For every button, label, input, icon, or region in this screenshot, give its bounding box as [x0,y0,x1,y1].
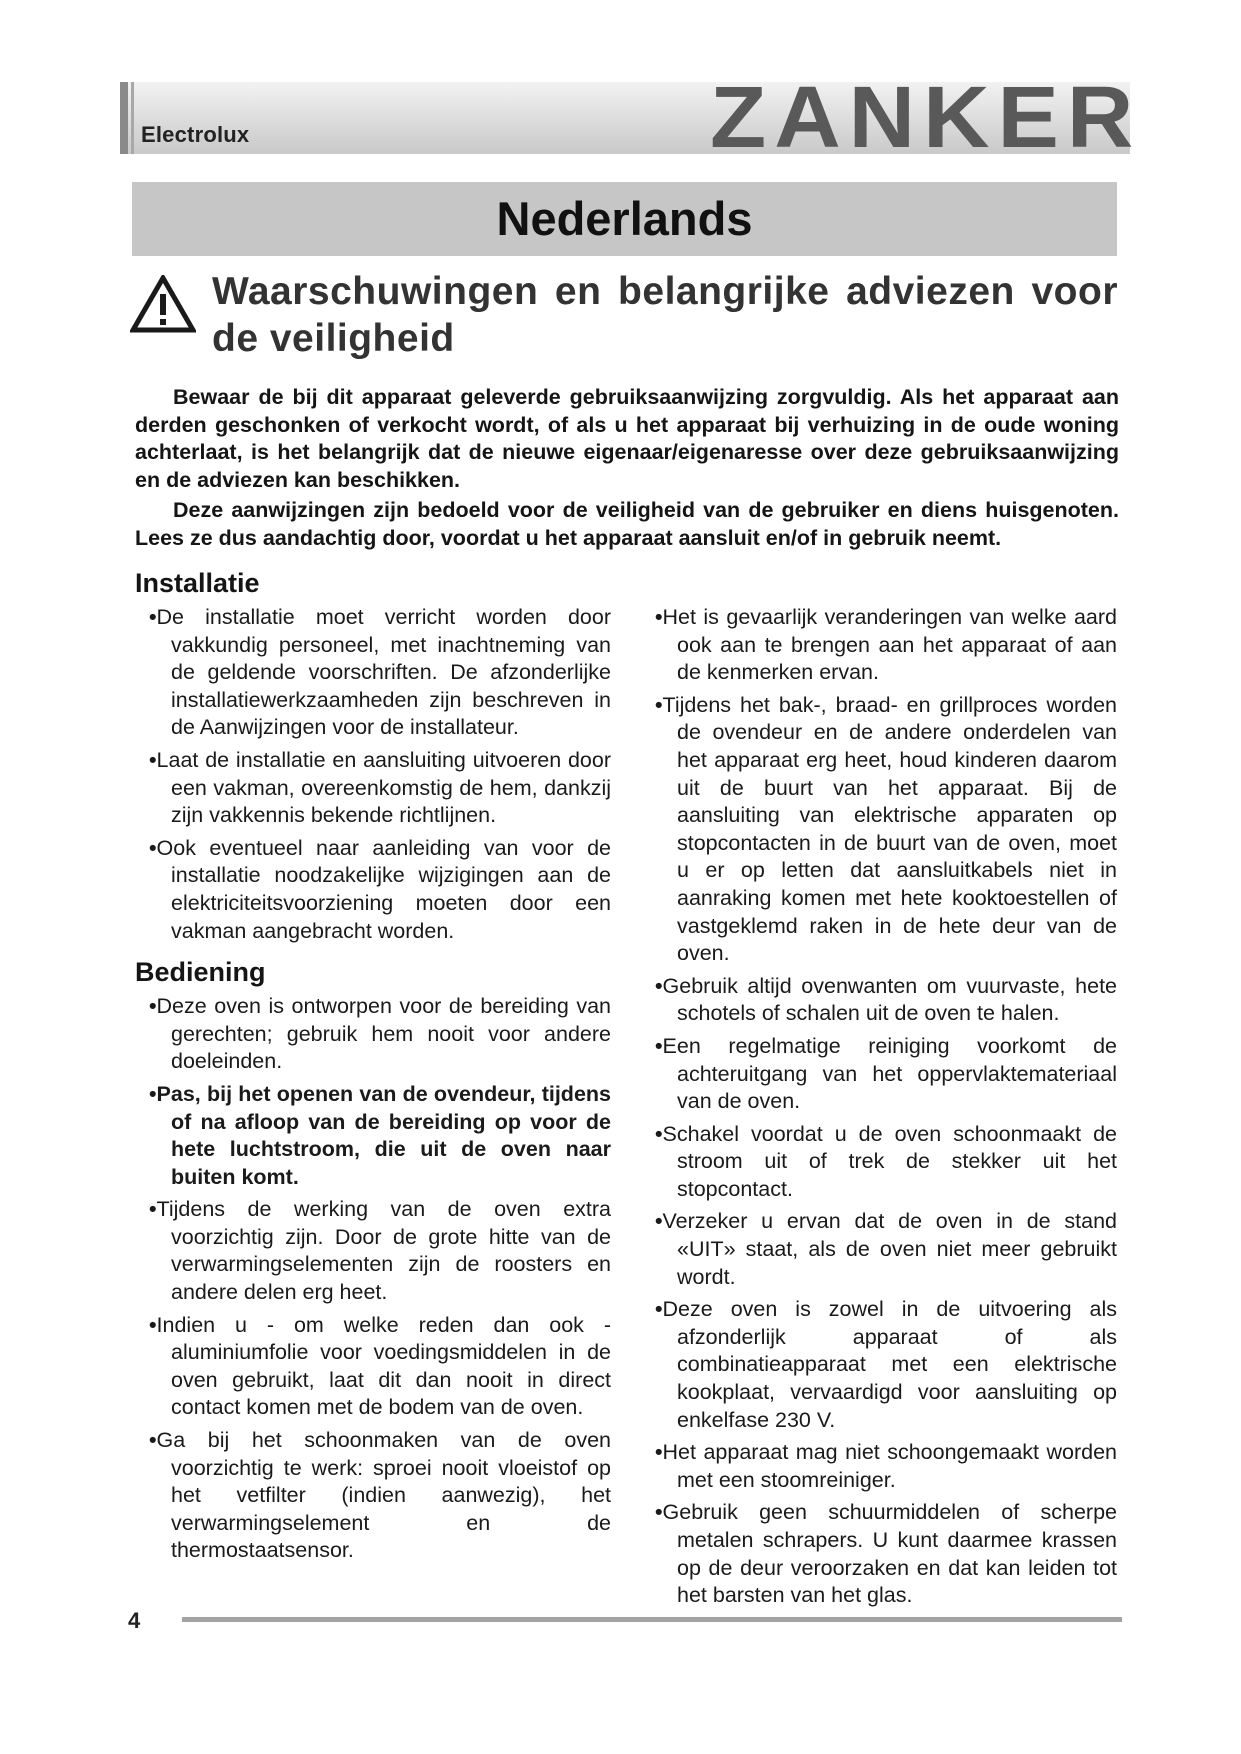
bediening-list [135,993,611,1565]
list-item-text: Het is gevaarlijk veranderingen van welke aard ook aan te brengen aan het apparaat of aan de kenmerken ervan. [662,605,1117,685]
list-item-text: Het apparaat mag niet schoongemaakt worden met een stoomreiniger. [662,1440,1117,1492]
list-item-text: Ga bij het schoonmaken van de oven voorzichtig te werk: sproei nooit vloeistof op het vetfilter (indien aanwezig), het verwarmingselement en de thermostaatsensor. [156,1428,611,1563]
list-item-text: Tijdens de werking van de oven extra voorzichtig zijn. Door de grote hitte van de verwarmingselementen zijn de roosters en andere delen erg heet. [156,1197,611,1305]
list-item [135,1427,611,1565]
list-item [641,1121,1117,1204]
intro-paragraph: Deze aanwijzingen zijn bedoeld voor de veiligheid van de gebruiker en diens huisgenoten. Lees ze dus aandachtig door, voordat u het apparaat aansluit en/of in gebruik neemt. [135,498,1119,550]
bullet-icon: • [655,1440,663,1465]
bullet-icon: • [149,994,157,1019]
list-item [641,973,1117,1028]
list-item-text: Verzeker u ervan dat de oven in de stand «UIT» staat, als de oven niet meer gebruikt wordt. [662,1209,1117,1289]
list-item [641,1033,1117,1116]
list-item [641,1439,1117,1494]
list-item-text: Deze oven is ontworpen voor de bereiding van gerechten; gebruik hem nooit voor andere doeleinden. [156,994,611,1074]
installatie-list [135,604,611,945]
intro-paragraph: Bewaar de bij dit apparaat geleverde gebruiksaanwijzing zorgvuldig. Als het apparaat aan derden geschonken of verkocht wordt, of als u het apparaat bij verhuizing in de oude woning achterlaat, is het belangrijk dat de nieuwe eigenaar/eigenaresse over deze gebruiksaanwijzing en de adviezen kan beschikken. [135,385,1119,492]
list-item-text: Tijdens het bak-, braad- en grillproces worden de ovendeur en de andere onderdelen van het apparaat erg heet, houd kinderen daarom uit de buurt van het apparaat. Bij de aansluiting van elektrische apparaten op stopcontacten in de buurt van de oven, moet u er op letten dat aansluitkabels niet in aanraking komen met hete kooktoestellen of vastgeklemd raken in de hete deur van de oven. [662,692,1117,966]
footer-rule [182,1617,1122,1622]
bullet-icon: • [655,692,663,717]
list-item [135,835,611,945]
list-item-text: Schakel voordat u de oven schoonmaakt de stroom uit of trek de stekker uit het stopcontact. [662,1121,1117,1201]
list-item [641,604,1117,687]
page-number: 4 [128,1608,141,1633]
list-item [135,604,611,742]
list-item-text: Deze oven is zowel in de uitvoering als afzonderlijk apparaat of als combinatieapparaat met een elektrische kookplaat, vervaardigd voor aansluiting op enkelfase 230 V. [662,1297,1117,1432]
list-item-text: Gebruik altijd ovenwanten om vuurvaste, hete schotels of schalen uit de oven te halen. [662,973,1117,1026]
bullet-icon: • [149,835,157,860]
list-item [135,1312,611,1422]
left-column [135,566,611,1570]
brand-zanker-logo: ZANKER [710,69,1142,167]
list-item-text: Laat de installatie en aansluiting uitvoeren door een vakman, overeenkomstig de hem, dankzij zijn vakkennis bekende richtlijnen. [156,747,611,828]
bullet-icon: • [655,1033,663,1058]
bullet-icon: • [149,1081,157,1106]
list-item-text: Een regelmatige reiniging voorkomt de achteruitgang van het oppervlaktemateriaal van de oven. [662,1033,1117,1114]
list-item [641,1499,1117,1609]
brand-electrolux: Electrolux [141,122,250,147]
list-item-text: De installatie moet verricht worden door vakkundig personeel, met inachtneming van de geldende voorschriften. De afzonderlijke installatiewerkzaamheden zijn beschreven in de Aanwijzingen voor de installateur. [156,605,611,740]
list-item-text: Ook eventueel naar aanleiding van voor de installatie noodzakelijke wijzigingen aan de elektriciteitsvoorziening moeten door een vakman aangebracht worden. [156,835,611,943]
bullet-icon: • [655,1209,663,1234]
bullet-icon: • [149,1312,157,1337]
bullet-icon: • [655,605,663,629]
list-item-text: Pas, bij het openen van de ovendeur, tijdens of na afloop van de bereiding op voor de hete luchtstroom, die uit de oven naar buiten komt. [156,1081,611,1189]
list-item-text: Indien u - om welke reden dan ook - aluminiumfolie voor voedingsmiddelen in de oven gebruikt, laat dit dan nooit in direct contact komen met de bodem van de oven. [156,1312,611,1420]
right-column [641,604,1117,1615]
list-item-emphasized [135,1081,611,1191]
bullet-icon: • [655,1121,663,1146]
list-item-text: Gebruik geen schuurmiddelen of scherpe metalen schrapers. U kunt daarmee krassen op de deur veroorzaken en dat kan leiden tot het barsten van het glas. [662,1500,1117,1608]
right-list [641,604,1117,1610]
bullet-icon: • [655,1500,663,1525]
header-edge-line [131,82,134,154]
bullet-icon: • [149,747,157,772]
intro-text [135,384,1119,555]
list-item [641,692,1117,968]
section-title: Waarschuwingen en belangrijke adviezen voor de veiligheid [212,270,1118,360]
list-item [641,1296,1117,1434]
list-item [135,747,611,830]
language-title: Nederlands [496,192,753,245]
bullet-icon: • [149,605,157,629]
list-item [135,993,611,1076]
heading-installatie: Installatie [135,568,260,598]
bullet-icon: • [149,1428,157,1453]
header-edge [120,82,128,154]
list-item [135,1196,611,1306]
bullet-icon: • [655,1297,663,1322]
warning-triangle-icon [130,275,196,333]
bullet-icon: • [149,1197,157,1222]
bullet-icon: • [655,973,663,998]
list-item [641,1208,1117,1291]
heading-bediening: Bediening [135,957,266,988]
